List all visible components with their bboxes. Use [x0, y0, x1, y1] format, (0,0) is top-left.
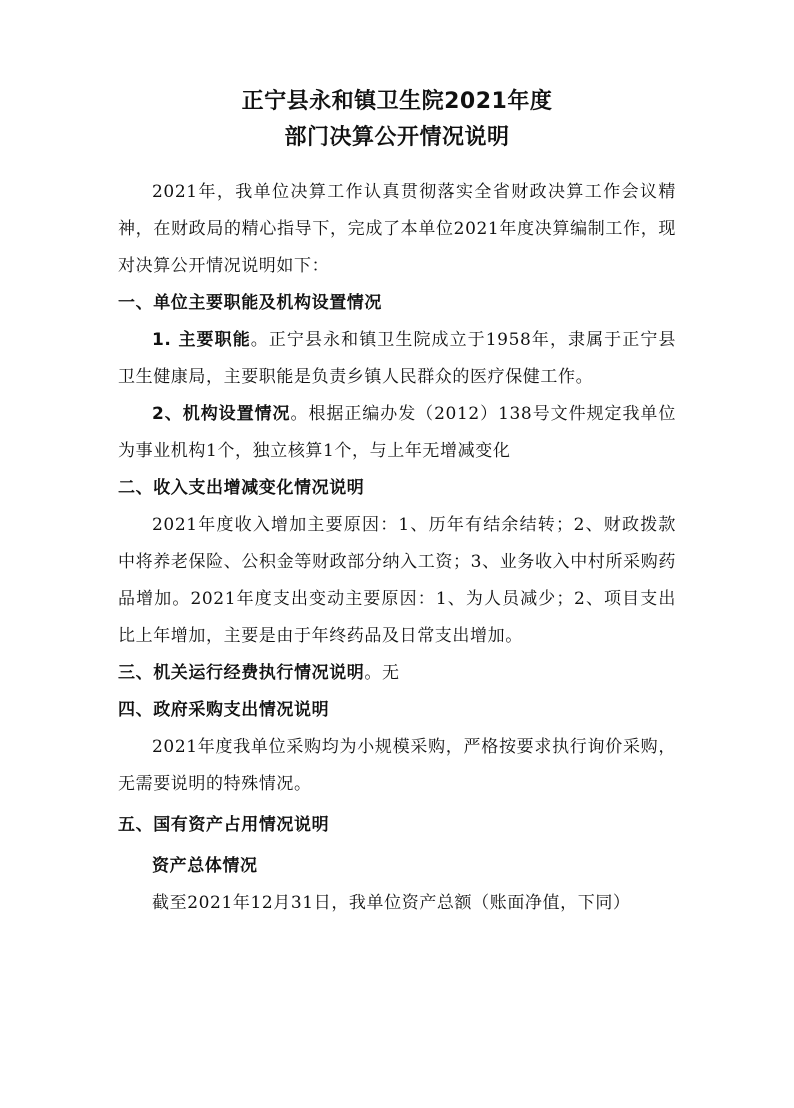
- section-1-item-2-text: 。根据正编办发（2012）138号文件规定我单位为事业机构1个，独立核算1个，与上年无增减变化: [118, 404, 676, 461]
- section-4-heading: 四、政府采购支出情况说明: [118, 700, 330, 720]
- section-1-item-1-lead: 1. 主要职能: [152, 330, 251, 350]
- document-title-line-1: 正宁县永和镇卫生院2021年度: [241, 89, 553, 114]
- section-3-heading-line: [118, 655, 676, 692]
- section-2-heading: 二、收入支出增减变化情况说明: [118, 478, 365, 498]
- section-1-item-2: [118, 396, 676, 470]
- section-3-heading: 三、机关运行经费执行情况说明: [118, 663, 365, 683]
- section-5-subheading: 资产总体情况: [152, 856, 258, 876]
- section-1-heading: 一、单位主要职能及机构设置情况: [118, 293, 382, 313]
- section-3-tail: 。无: [364, 663, 400, 683]
- document-title-line-2: 部门决算公开情况说明: [284, 125, 510, 150]
- section-1-item-2-lead: 2、机构设置情况: [152, 404, 291, 424]
- section-4-paragraph: 2021年度我单位采购均为小规模采购，严格按要求执行询价采购，无需要说明的特殊情况。: [118, 737, 676, 794]
- section-1-item-1-text: 。正宁县永和镇卫生院成立于1958年，隶属于正宁县卫生健康局，主要职能是负责乡镇人民群众的医疗保健工作。: [118, 330, 677, 387]
- section-5-paragraph: 截至2021年12月31日，我单位资产总额（账面净值，下同）: [152, 893, 631, 913]
- section-5-heading: 五、国有资产占用情况说明: [118, 815, 330, 835]
- section-1-item-1: [118, 322, 676, 396]
- intro-paragraph: 2021年，我单位决算工作认真贯彻落实全省财政决算工作会议精神，在财政局的精心指导下，完成了本单位2021年度决算编制工作，现对决算公开情况说明如下：: [118, 182, 676, 276]
- section-2-paragraph: 2021年度收入增加主要原因：1、历年有结余结转；2、财政拨款中将养老保险、公积金等财政部分纳入工资；3、业务收入中村所采购药品增加。2021年度支出变动主要原因：1、为人员减少；2、项目支出比上年增加，主要是由于年终药品及日常支出增加。: [118, 515, 676, 646]
